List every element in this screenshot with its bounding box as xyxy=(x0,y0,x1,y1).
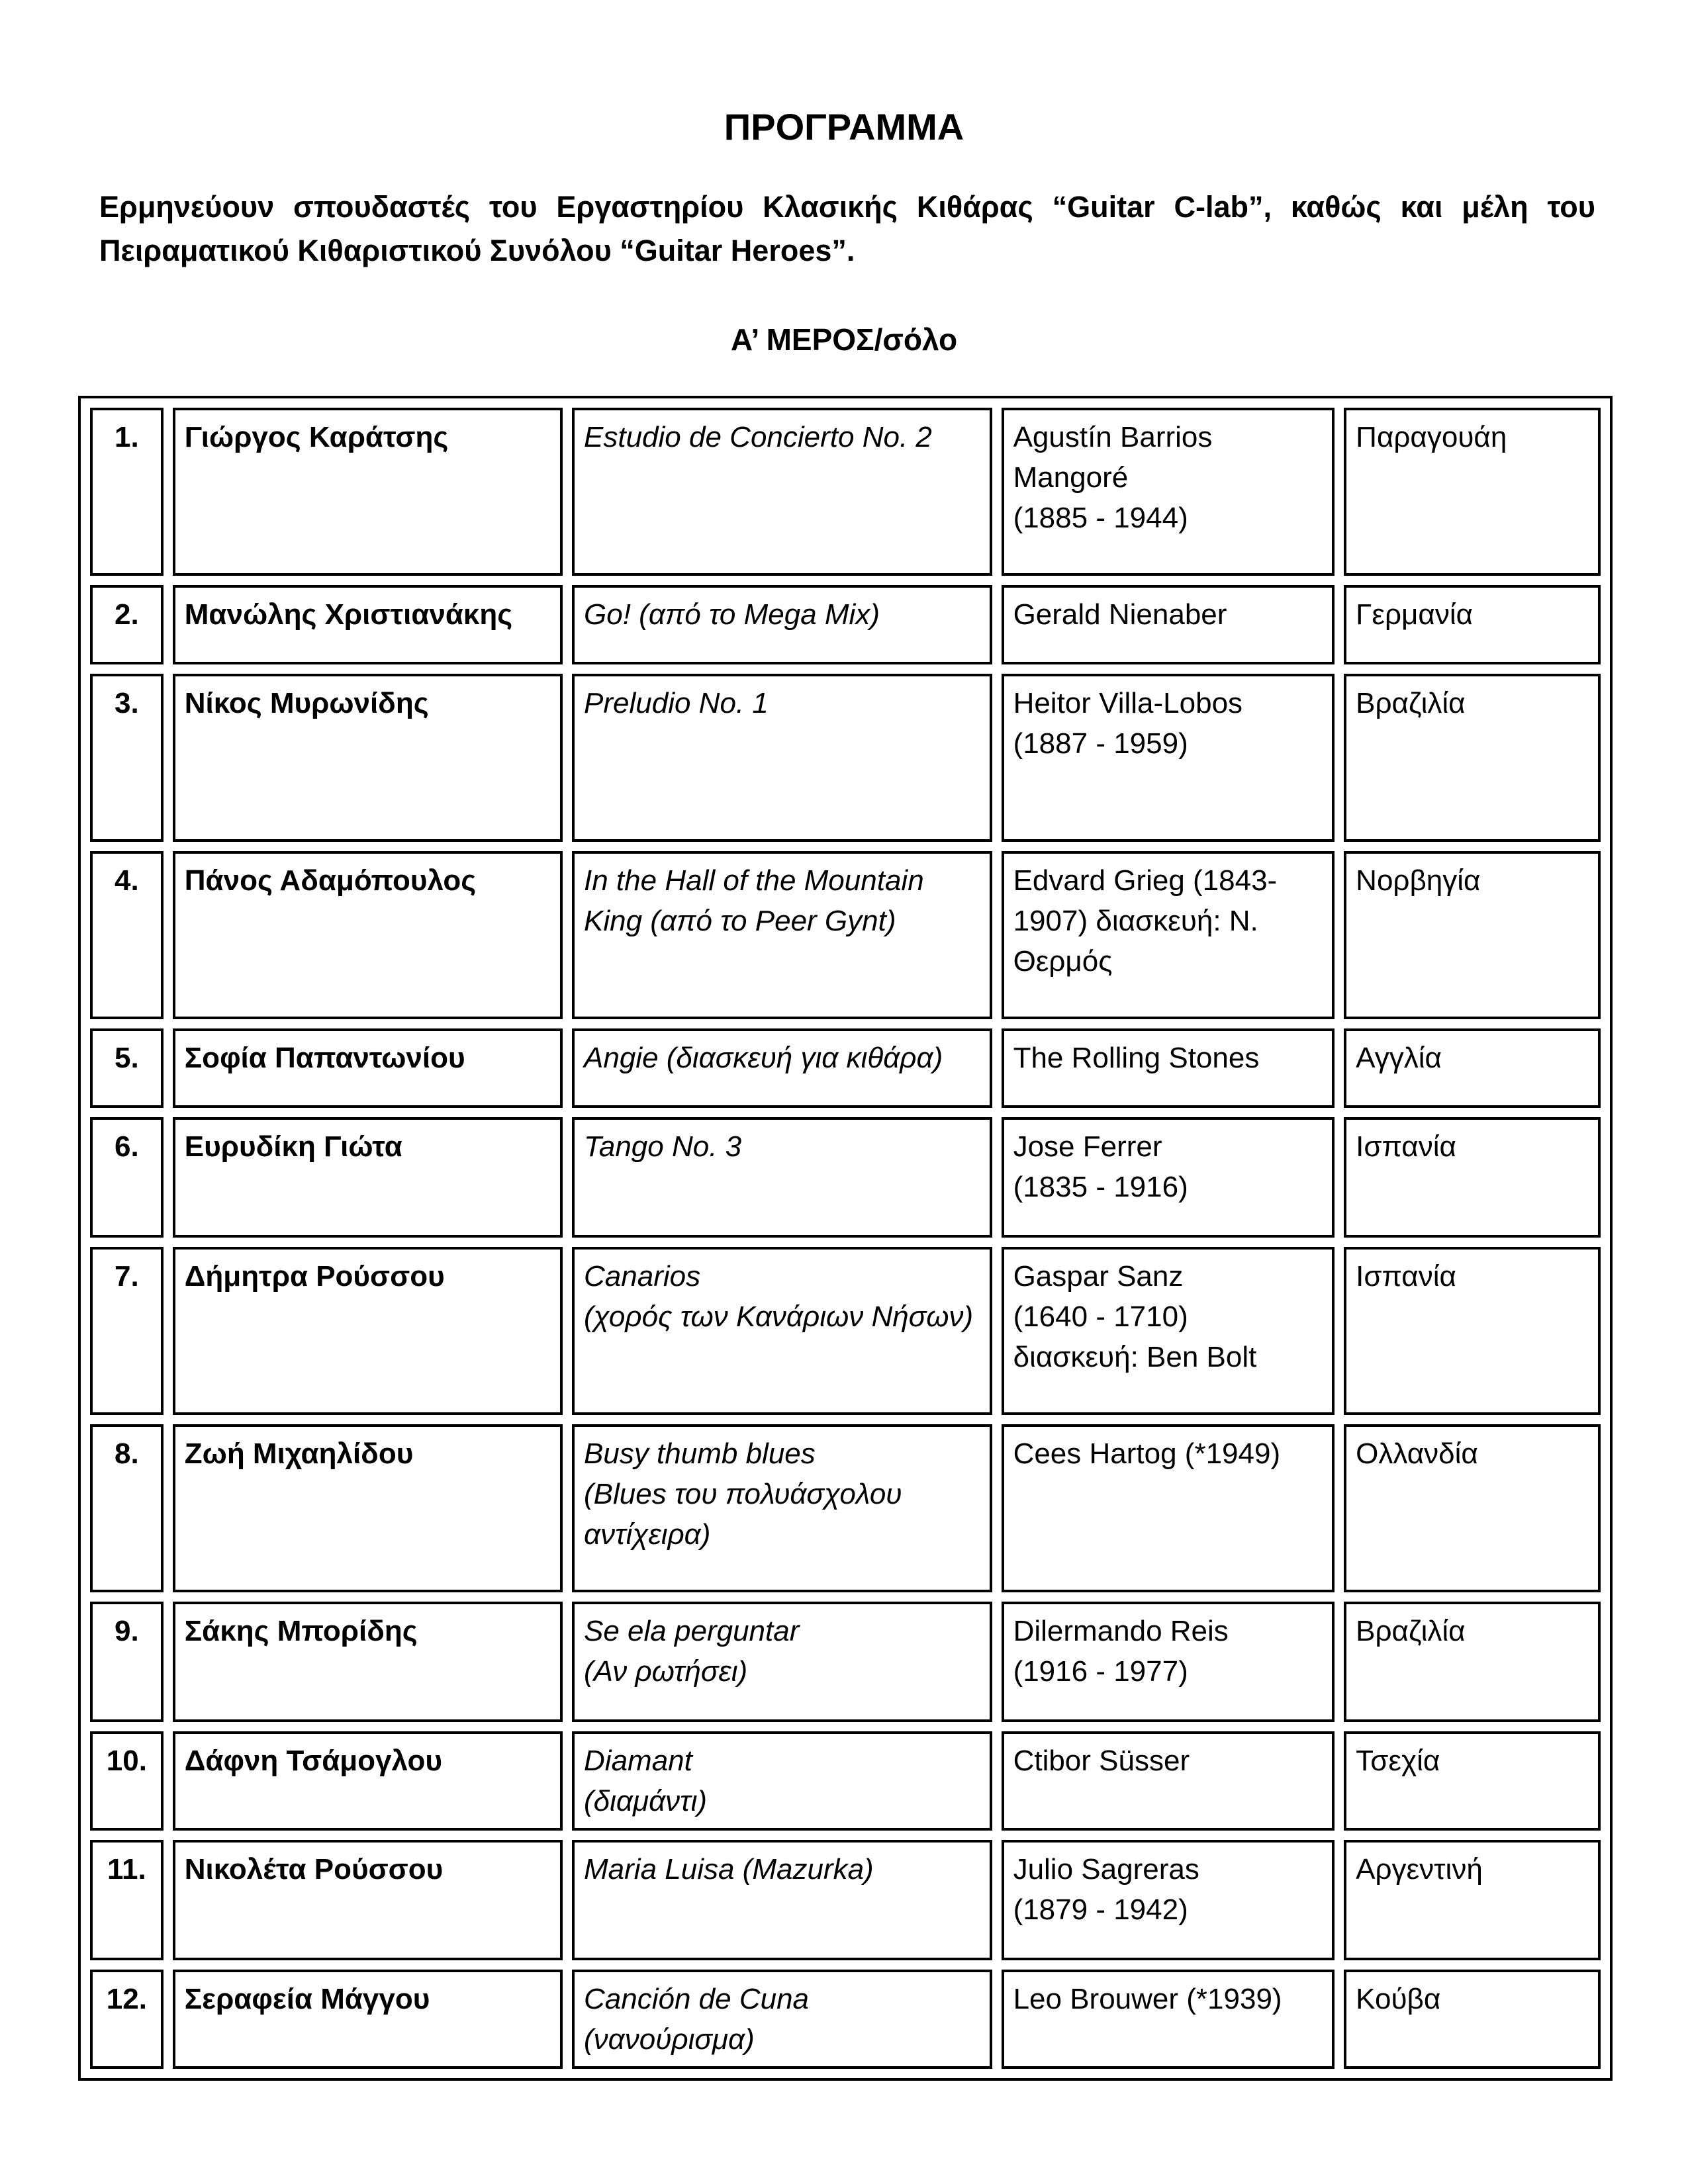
table-row xyxy=(90,1028,1601,1108)
composer-cell: Julio Sagreras (1879 - 1942) xyxy=(1002,1840,1335,1960)
performer-cell: Σεραφεία Μάγγου xyxy=(173,1970,563,2069)
country-cell: Νορβηγία xyxy=(1344,851,1601,1019)
composer-cell: Edvard Grieg (1843-1907) διασκευή: Ν. Θερμός xyxy=(1002,851,1335,1019)
table-row xyxy=(90,1424,1601,1592)
composer-cell: Gerald Nienaber xyxy=(1002,585,1335,664)
performer-cell: Δήμητρα Ρούσσου xyxy=(173,1247,563,1415)
row-number: 10. xyxy=(90,1731,164,1831)
piece-cell: Se ela perguntar (Αν ρωτήσει) xyxy=(572,1602,992,1722)
performer-cell: Νικολέτα Ρούσσου xyxy=(173,1840,563,1960)
table-row xyxy=(90,585,1601,664)
country-cell: Αγγλία xyxy=(1344,1028,1601,1108)
country-cell: Ισπανία xyxy=(1344,1247,1601,1415)
country-cell: Παραγουάη xyxy=(1344,408,1601,576)
country-cell: Αργεντινή xyxy=(1344,1840,1601,1960)
country-cell: Τσεχία xyxy=(1344,1731,1601,1831)
piece-cell: Estudio de Concierto No. 2 xyxy=(572,408,992,576)
piece-cell: Maria Luisa (Mazurka) xyxy=(572,1840,992,1960)
table-row xyxy=(90,1840,1601,1960)
section-heading: Α’ ΜΕΡΟΣ/σόλο xyxy=(730,322,958,357)
composer-cell: Heitor Villa-Lobos (1887 - 1959) xyxy=(1002,674,1335,842)
country-cell: Γερμανία xyxy=(1344,585,1601,664)
table-row xyxy=(90,851,1601,1019)
table-row xyxy=(90,674,1601,842)
composer-cell: Leo Brouwer (*1939) xyxy=(1002,1970,1335,2069)
row-number: 12. xyxy=(90,1970,164,2069)
table-row xyxy=(90,1117,1601,1238)
intro-paragraph: Ερμηνεύουν σπουδαστές του Εργαστηρίου Κλασικής Κιθάρας “Guitar C-lab”, καθώς και μέλη του Πειραματικού Κιθαριστικού Συνόλου “Guitar Heroes”. xyxy=(99,190,1595,267)
country-cell: Ολλανδία xyxy=(1344,1424,1601,1592)
performer-cell: Πάνος Αδαμόπουλος xyxy=(173,851,563,1019)
table-row xyxy=(90,1247,1601,1415)
table-row xyxy=(90,408,1601,576)
performer-cell: Σοφία Παπαντωνίου xyxy=(173,1028,563,1108)
table-row xyxy=(90,1602,1601,1722)
country-cell: Κούβα xyxy=(1344,1970,1601,2069)
piece-cell: Busy thumb blues (Blues του πολυάσχολου αντίχειρα) xyxy=(572,1424,992,1592)
row-number: 3. xyxy=(90,674,164,842)
page-title: ΠΡΟΓΡΑΜΜΑ xyxy=(724,106,964,148)
performer-cell: Νίκος Μυρωνίδης xyxy=(173,674,563,842)
performer-cell: Ζωή Μιχαηλίδου xyxy=(173,1424,563,1592)
country-cell: Βραζιλία xyxy=(1344,674,1601,842)
performer-cell: Δάφνη Τσάμογλου xyxy=(173,1731,563,1831)
piece-cell: Angie (διασκευή για κιθάρα) xyxy=(572,1028,992,1108)
composer-cell: The Rolling Stones xyxy=(1002,1028,1335,1108)
composer-cell: Agustín Barrios Mangoré (1885 - 1944) xyxy=(1002,408,1335,576)
country-cell: Βραζιλία xyxy=(1344,1602,1601,1722)
composer-cell: Dilermando Reis (1916 - 1977) xyxy=(1002,1602,1335,1722)
piece-cell: Preludio No. 1 xyxy=(572,674,992,842)
row-number: 5. xyxy=(90,1028,164,1108)
composer-cell: Cees Hartog (*1949) xyxy=(1002,1424,1335,1592)
row-number: 9. xyxy=(90,1602,164,1722)
row-number: 7. xyxy=(90,1247,164,1415)
row-number: 6. xyxy=(90,1117,164,1238)
row-number: 11. xyxy=(90,1840,164,1960)
table-row xyxy=(90,1970,1601,2069)
composer-cell: Jose Ferrer (1835 - 1916) xyxy=(1002,1117,1335,1238)
piece-cell: In the Hall of the Mountain King (από το Peer Gynt) xyxy=(572,851,992,1019)
performer-cell: Ευρυδίκη Γιώτα xyxy=(173,1117,563,1238)
composer-cell: Ctibor Süsser xyxy=(1002,1731,1335,1831)
row-number: 2. xyxy=(90,585,164,664)
performer-cell: Γιώργος Καράτσης xyxy=(173,408,563,576)
table-row xyxy=(90,1731,1601,1831)
performer-cell: Μανώλης Χριστιανάκης xyxy=(173,585,563,664)
row-number: 4. xyxy=(90,851,164,1019)
piece-cell: Go! (από το Mega Mix) xyxy=(572,585,992,664)
piece-cell: Canarios (χορός των Κανάριων Νήσων) xyxy=(572,1247,992,1415)
piece-cell: Canción de Cuna (νανούρισμα) xyxy=(572,1970,992,2069)
piece-cell: Tango No. 3 xyxy=(572,1117,992,1238)
performer-cell: Σάκης Μπορίδης xyxy=(173,1602,563,1722)
composer-cell: Gaspar Sanz (1640 - 1710) διασκευή: Ben Bolt xyxy=(1002,1247,1335,1415)
country-cell: Ισπανία xyxy=(1344,1117,1601,1238)
row-number: 8. xyxy=(90,1424,164,1592)
program-table xyxy=(78,396,1613,2081)
piece-cell: Diamant (διαμάντι) xyxy=(572,1731,992,1831)
row-number: 1. xyxy=(90,408,164,576)
